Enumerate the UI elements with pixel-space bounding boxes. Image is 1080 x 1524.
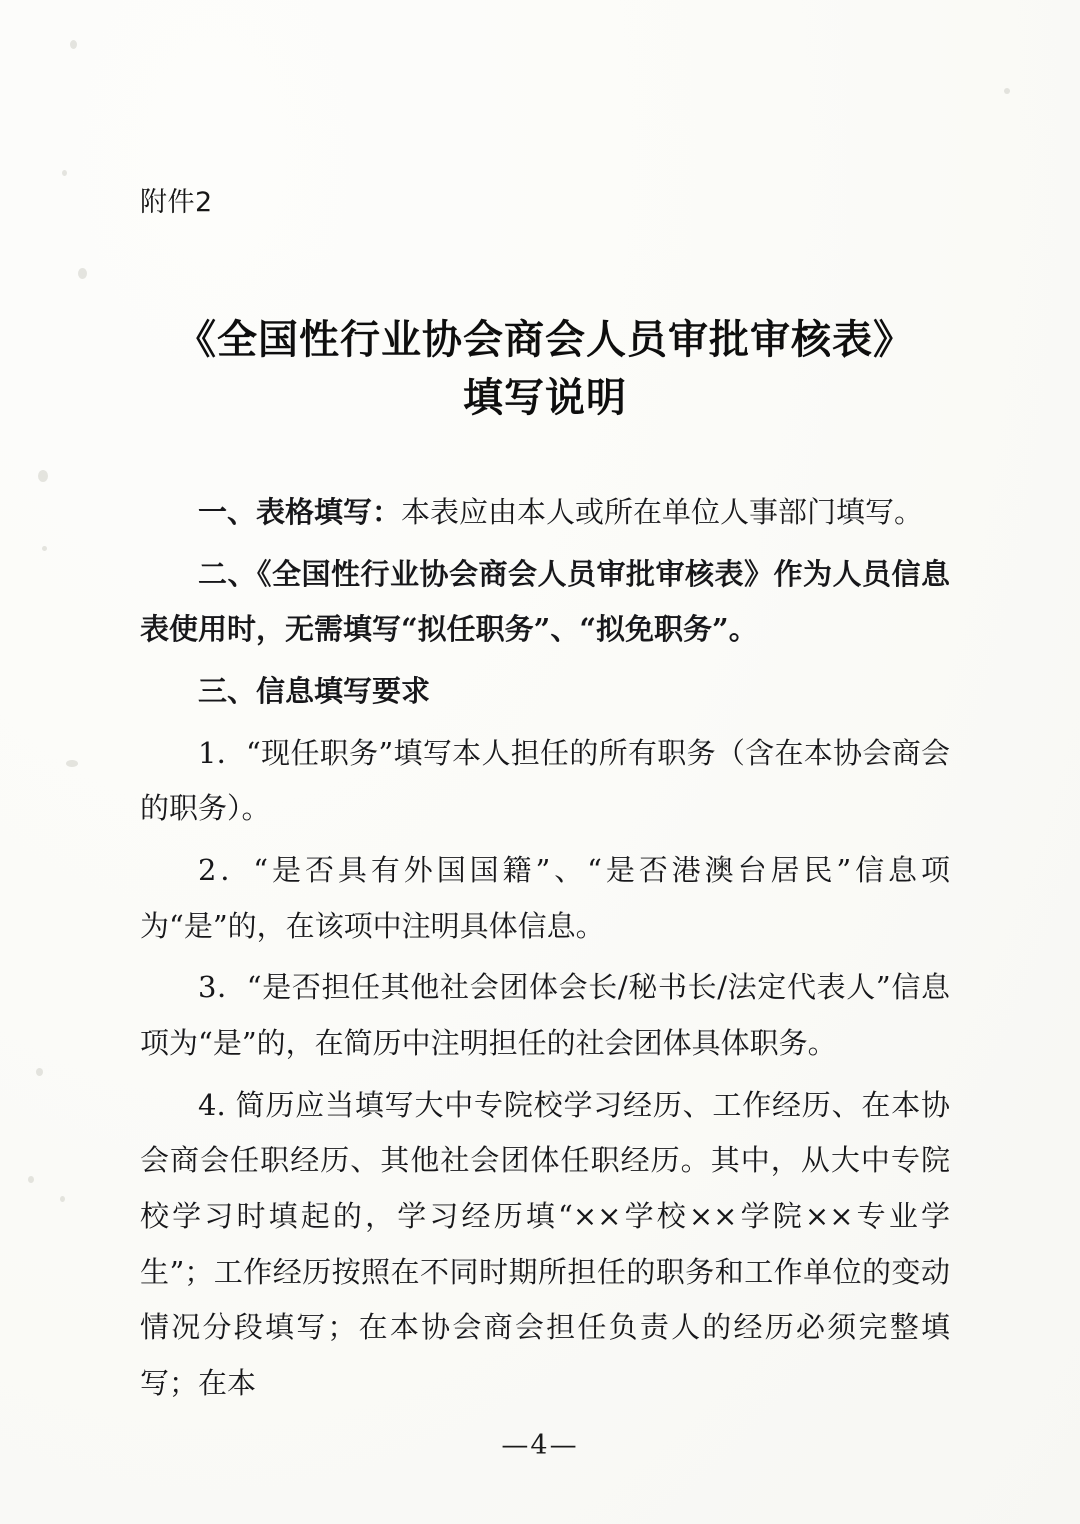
scan-speck	[1004, 88, 1010, 94]
paragraph-section-one-lead: 一、表格填写：	[198, 495, 402, 529]
paragraph-item-3: 3．“是否担任其他社会团体会长/秘书长/法定代表人”信息项为“是”的，在简历中注明担任的社会团体具体职务。	[140, 970, 950, 1061]
scan-speck	[60, 1196, 65, 1202]
paragraph-section-one	[140, 485, 950, 541]
page-title-line1: 《全国性行业协会商会人员审批审核表》	[176, 316, 914, 363]
scan-speck	[62, 170, 67, 176]
paragraph-section-three: 三、信息填写要求	[198, 674, 431, 709]
scan-speck	[38, 470, 48, 482]
scan-speck	[42, 546, 47, 551]
scan-speck	[28, 1176, 34, 1183]
scan-speck	[36, 1068, 43, 1076]
scan-speck	[66, 760, 78, 767]
paragraph-section-one-text: 本表应由本人或所在单位人事部门填写。	[401, 495, 924, 529]
paragraph-item-2: 2．“是否具有外国国籍”、“是否港澳台居民”信息项为“是”的，在该项中注明具体信息。	[140, 853, 950, 943]
document-content	[140, 0, 950, 1418]
scan-speck	[78, 268, 87, 279]
document-body	[140, 485, 950, 1412]
paragraph-item-1: 1．“现任职务”填写本人担任的所有职务（含在本协会商会的职务）。	[140, 735, 950, 826]
page-number: —4—	[501, 1430, 579, 1461]
page-title	[140, 311, 950, 427]
paragraph-section-two: 二、《全国性行业协会商会人员审批审核表》作为人员信息表使用时，无需填写“拟任职务”、“拟免职务”。	[140, 556, 950, 647]
paragraph-item-4: 4. 简历应当填写大中专院校学习经历、工作经历、在本协会商会任职经历、其他社会团体任职经历。其中，从大中专院校学习时填起的，学习经历填“××学校××学院××专业学生”；工作经历按照在不同时期所担任的职务和工作单位的变动情况分段填写；在本协会商会担任负责人的经历必须完整填写；在本	[140, 1087, 950, 1401]
attachment-label: 附件2	[140, 187, 213, 218]
scan-speck	[70, 40, 77, 49]
page-title-line2: 填写说明	[463, 374, 627, 421]
